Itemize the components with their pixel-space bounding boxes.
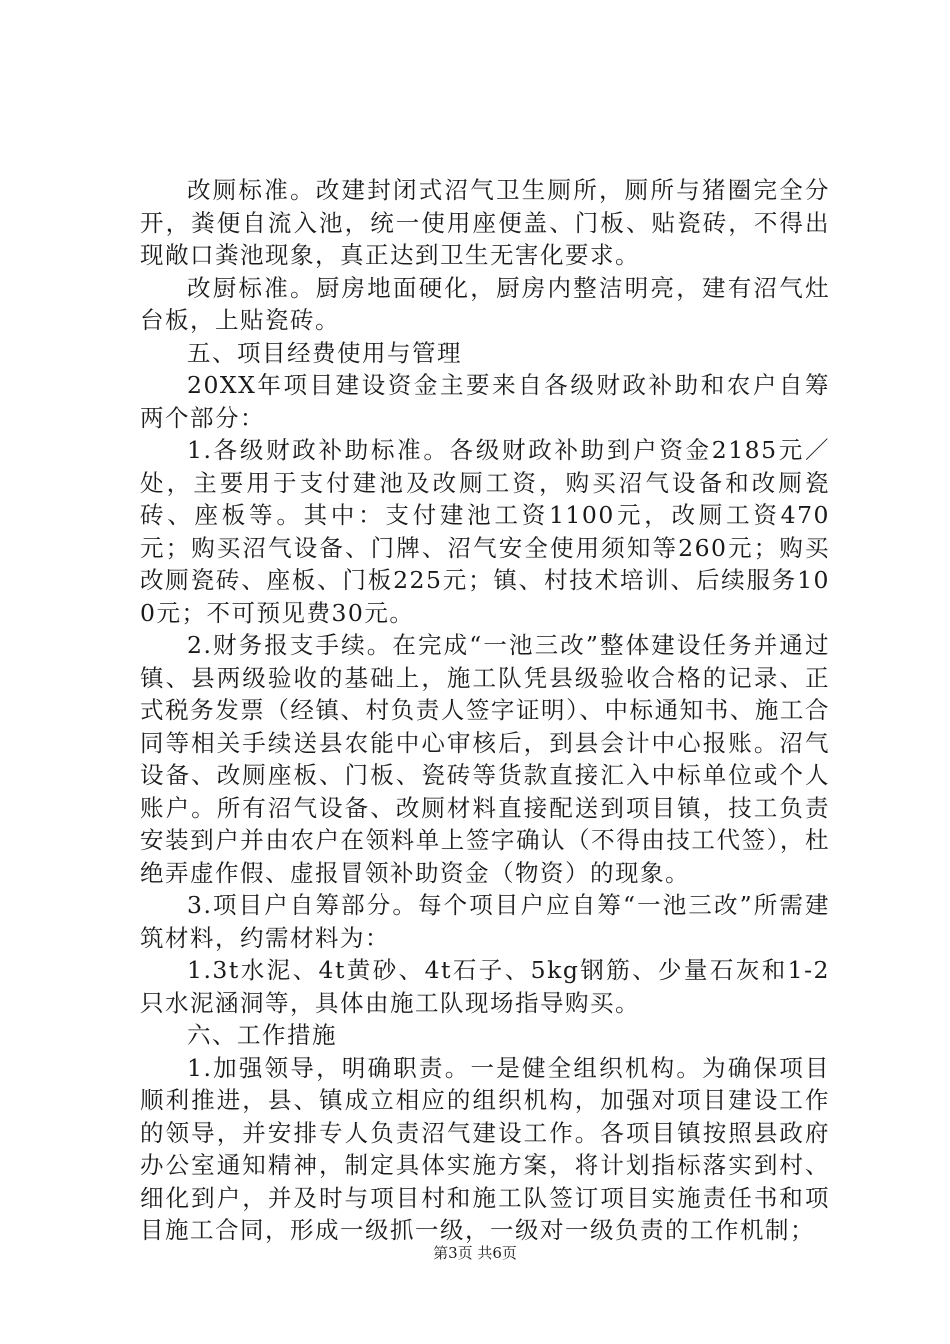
paragraph-reimbursement-procedure: 2.财务报支手续。在完成“一池三改”整体建设任务并通过镇、县两级验收的基础上，施工队凭县级验收合格的记录、正式税务发票（经镇、村负责人签字证明）、中标通知书、施工合同等相关手续送县农能中心审核后，到县会计中心报账。沼气设备、改厕座板、门板、瓷砖等货款直接汇入中标单位或个人账户。所有沼气设备、改厕材料直接配送到项目镇，技工负责安装到户并由农户在领料单上签字确认（不得由技工代签），杜绝弄虚作假、虚报冒领补助资金（物资）的现象。 xyxy=(140,631,830,887)
paragraph-toilet-standard: 改厕标准。改建封闭式沼气卫生厕所，厕所与猪圈完全分开，粪便自流入池，统一使用座便盖、门板、贴瓷砖，不得出现敞口粪池现象，真正达到卫生无害化要求。 xyxy=(140,176,830,269)
document-body xyxy=(140,174,830,1247)
paragraph-self-funding: 3.项目户自筹部分。每个项目户应自筹“一池三改”所需建筑材料，约需材料为： xyxy=(140,891,830,952)
section-heading-measures: 六、工作措施 xyxy=(187,1021,337,1049)
paragraph-funding-sources: 20XX年项目建设资金主要来自各级财政补助和农户自筹两个部分： xyxy=(140,371,830,432)
paragraph-kitchen-standard: 改厨标准。厨房地面硬化，厨房内整洁明亮，建有沼气灶台板，上贴瓷砖。 xyxy=(140,273,830,334)
paragraph-subsidy-standard: 1.各级财政补助标准。各级财政补助到户资金2185元／处，主要用于支付建池及改厕工资，购买沼气设备和改厕瓷砖、座板等。其中：支付建池工资1100元，改厕工资470元；购买沼气设备、门牌、沼气安全使用须知等260元；购买改厕瓷砖、座板、门板225元；镇、村技术培训、后续服务100元；不可预见费30元。 xyxy=(140,436,830,627)
page-number-footer: 第3页 共6页 xyxy=(433,1244,517,1262)
section-heading-funding: 五、项目经费使用与管理 xyxy=(187,338,462,367)
paragraph-leadership: 1.加强领导，明确职责。一是健全组织机构。为确保项目顺利推进，县、镇成立相应的组织机构，加强对项目建设工作的领导，并安排专人负责沼气建设工作。各项目镇按照县政府办公室通知精神，制定具体实施方案，将计划指标落实到村、细化到户，并及时与项目村和施工队签订项目实施责任书和项目施工合同，形成一级抓一级，一级对一级负责的工作机制； xyxy=(140,1053,830,1244)
paragraph-materials-list: 1.3t水泥、4t黄砂、4t石子、5kg钢筋、少量石灰和1-2只水泥涵洞等，具体由施工队现场指导购买。 xyxy=(140,956,830,1017)
